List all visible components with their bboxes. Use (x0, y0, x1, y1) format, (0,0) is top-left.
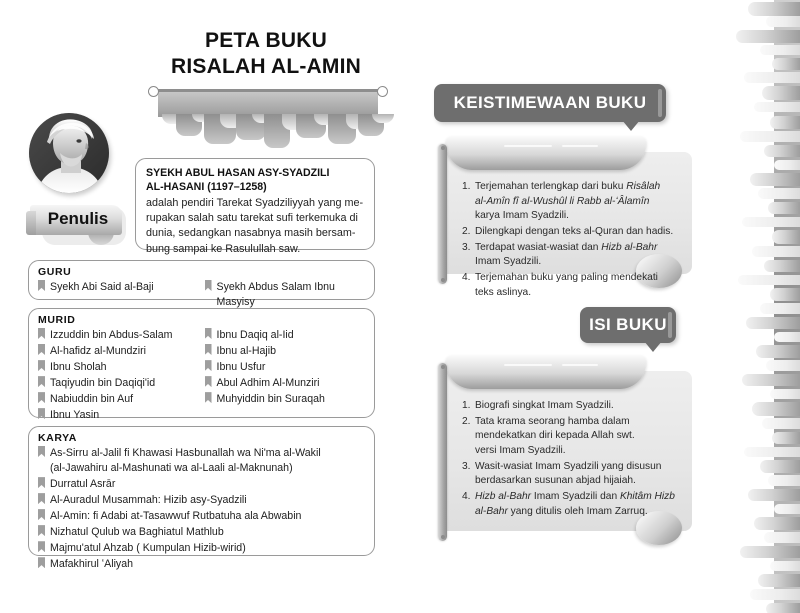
edge-bar (766, 16, 800, 27)
numbered-list-item (462, 399, 676, 414)
list-item-label: Ibnu Yasin (50, 409, 100, 422)
list-item-label: Syekh Abdus Salam Ibnu Masyisy (216, 281, 335, 309)
numbered-list-item (462, 225, 676, 240)
keistimewaan-badge-label: KEISTIMEWAAN BUKU (453, 93, 647, 112)
scroll-rod (438, 144, 447, 284)
list-item-label: Abul Adhim Al-Munziri (216, 377, 320, 390)
list-item-number: 2. (462, 226, 471, 238)
edge-bar (756, 345, 800, 358)
bookmark-bullet-icon (38, 509, 45, 520)
list-item-label: Terjemahan terlengkap dari buku Risâlah al-Amîn fî al-Wushûl li Rabb al-ʻÂlamîn karya Imam Syadzili. (475, 181, 661, 222)
edge-bar (760, 45, 800, 55)
list-item (38, 328, 199, 343)
rod-knob-right-icon (377, 86, 388, 97)
penulis-ribbon (26, 203, 130, 245)
author-name-line-2: AL-HASANI (1197–1258) (146, 181, 267, 194)
list-item-label: Mafakhirul ʻAliyah (50, 558, 134, 571)
title-line-1: PETA BUKU (205, 29, 327, 52)
edge-bar (772, 58, 800, 70)
edge-bar (770, 116, 800, 129)
edge-bar (752, 246, 800, 257)
list-item-number: 4. (462, 491, 471, 503)
bookmark-bullet-icon (205, 376, 212, 387)
list-item-label: Ibnu Usfur (216, 361, 266, 374)
keistimewaan-badge (434, 84, 666, 122)
murid-card-title: MURID (38, 314, 76, 326)
list-item-number: 1. (462, 400, 471, 411)
edge-bar (770, 389, 800, 399)
bookmark-bullet-icon (38, 477, 45, 488)
list-item-label: Izzuddin bin Abdus-Salam (50, 329, 173, 341)
list-item-label: Taqiyudin bin Daqiqi'id (50, 377, 156, 390)
list-item (205, 360, 366, 375)
isi-buku-list (462, 399, 676, 521)
edge-bar (760, 460, 800, 473)
edge-bar (764, 145, 800, 157)
list-item-label: Wasit-wasiat Imam Syadzili yang disusun berdasarkan susunan abjad hijaiah. (475, 460, 662, 487)
isi-buku-badge-label: ISI BUKU (589, 315, 667, 334)
bookmark-bullet-icon (205, 344, 212, 355)
list-item (38, 541, 365, 556)
isi-badge-edge-highlight (668, 312, 672, 338)
list-item-label: Ibnu al-Hajib (216, 345, 276, 358)
edge-bar (774, 504, 800, 514)
page-title (148, 28, 384, 79)
guru-list-column-2 (205, 280, 366, 311)
edge-bar (752, 402, 800, 416)
list-item (38, 557, 365, 572)
scroll-curl-top (446, 136, 646, 170)
drip-rod (156, 89, 380, 92)
edge-bar (774, 332, 800, 342)
avatar (29, 113, 109, 193)
numbered-list-item (462, 180, 676, 224)
guru-card (28, 260, 375, 309)
bookmark-bullet-icon (205, 328, 212, 339)
badge-edge-highlight (658, 89, 662, 117)
header-drip-ornament (148, 86, 388, 148)
ribbon-label: Penulis (47, 209, 109, 228)
bookmark-bullet-icon (38, 408, 45, 419)
numbered-list-item (462, 460, 676, 489)
guru-card-title: GURU (38, 266, 72, 278)
edge-bar (764, 532, 800, 543)
edge-bar (738, 275, 800, 285)
edge-bar (758, 574, 800, 587)
bookmark-bullet-icon (38, 376, 45, 387)
list-item-label: Majmu'atul Ahzab ( Kumpulan Hizib-wirid) (50, 542, 246, 555)
edge-bar (766, 360, 800, 371)
murid-list-column-2 (205, 328, 366, 424)
isi-scroll-curl-top (446, 355, 646, 389)
list-item (205, 328, 366, 343)
edge-bar (772, 230, 800, 244)
bookmark-bullet-icon (38, 493, 45, 504)
edge-bar (750, 173, 800, 186)
edge-bar (740, 131, 800, 142)
bookmark-bullet-icon (205, 392, 212, 403)
isi-badge-tail (644, 341, 662, 352)
isi-curl-line-1 (504, 364, 552, 366)
list-item-number: 2. (462, 415, 471, 427)
keistimewaan-list (462, 180, 676, 302)
bookmark-bullet-icon (38, 328, 45, 339)
list-item (38, 493, 365, 508)
list-item-label: Terjemahan buku yang paling mendekati teks aslinya. (475, 272, 658, 298)
bookmark-bullet-icon (38, 344, 45, 355)
bookmark-bullet-icon (38, 280, 45, 291)
list-item-number: 4. (462, 272, 471, 284)
list-item (205, 280, 366, 310)
isi-curl-line-2 (562, 364, 598, 366)
curl-line-2 (562, 145, 598, 147)
list-item-label: Al-Auradul Musammah: Hizib asy-Syadzili (50, 494, 247, 507)
list-item (38, 509, 365, 524)
list-item-label: Biografi singkat Imam Syadzili. (475, 400, 614, 411)
numbered-list-item (462, 415, 676, 459)
list-item-label: Ibnu Sholah (50, 361, 107, 374)
curl-line-1 (504, 145, 552, 147)
edge-bar (736, 30, 800, 43)
author-portrait-icon (29, 113, 109, 193)
murid-card (28, 308, 375, 422)
title-line-2: RISALAH AL-AMIN (170, 54, 362, 78)
list-item (38, 408, 199, 423)
list-item-label: Syekh Abi Said al-Baji (50, 281, 154, 293)
list-item (205, 376, 366, 391)
bookmark-bullet-icon (205, 280, 212, 291)
list-item-label: Al-Amin: fi Adabi at-Tasawwuf Rutbatuha ala Abwabin (50, 510, 302, 523)
edge-bar (760, 303, 800, 314)
keistimewaan-scroll-panel (430, 136, 692, 298)
edge-bar (762, 418, 800, 429)
list-item-label: Dilengkapi dengan teks al-Quran dan hadis. (475, 226, 674, 238)
bookmark-bullet-icon (38, 541, 45, 552)
edge-bar (744, 72, 800, 83)
author-name-line-1: SYEKH ABUL HASAN ASY-SYADZILI (146, 167, 330, 179)
edge-bar (772, 432, 800, 444)
list-item (38, 344, 199, 359)
edge-bar (750, 589, 800, 600)
bookmark-bullet-icon (38, 360, 45, 371)
edge-drip-decoration (708, 0, 800, 613)
list-item-label: Nizhatul Qulub wa Baghiatul Mathlub (50, 526, 224, 539)
edge-bar (770, 288, 800, 301)
edge-bar (758, 188, 800, 199)
author-bio-text: adalah pendiri Tarekat Syadziliyyah yang me- rupakan salah satu tarekat sufi terkemuka di dunia, sedangkan nasabnya masih bersam- bung sampai ke Rasulullah saw. (146, 196, 364, 255)
list-item-label: Terdapat wasiat-wasiat dan Hizb al-Bahr Imam Syadzili. (475, 241, 658, 268)
list-item (38, 360, 199, 375)
list-item-number: 3. (462, 460, 471, 472)
list-item (38, 446, 365, 476)
numbered-list-item (462, 241, 676, 270)
edge-bar (774, 160, 800, 170)
list-item (205, 344, 366, 359)
murid-list-column-1 (38, 328, 199, 424)
karya-card (28, 426, 375, 571)
list-item-label: Durratul Asrār (50, 478, 116, 491)
list-item-label: Al-hafidz al-Mundziri (50, 345, 146, 358)
list-item (205, 392, 366, 407)
bookmark-bullet-icon (38, 557, 45, 568)
bookmark-bullet-icon (205, 360, 212, 371)
edge-bar (740, 546, 800, 558)
edge-bar (754, 517, 800, 530)
bookmark-bullet-icon (38, 446, 45, 457)
rod-knob-left-icon (148, 86, 159, 97)
edge-bar (762, 86, 800, 100)
list-item (38, 280, 199, 295)
list-item-number: 3. (462, 241, 471, 253)
edge-bar (770, 561, 800, 571)
author-bio-card (135, 158, 375, 255)
list-item-label: Muhyiddin bin Suraqah (216, 393, 325, 406)
edge-bar (766, 603, 800, 613)
list-item-number: 1. (462, 181, 471, 192)
drip-drop (372, 114, 394, 123)
karya-list (38, 446, 365, 572)
numbered-list-item (462, 490, 676, 519)
bookmark-bullet-icon (38, 525, 45, 536)
list-item-label: As-Sirru al-Jalil fi Khawasi Hasbunallah wa Ni'ma al-Wakil (al-Jawahiru al-Mashunati wa al-Laali al-Maknunah) (50, 447, 321, 475)
edge-bar (768, 202, 800, 214)
list-item (38, 376, 199, 391)
isi-buku-scroll-panel (430, 355, 692, 545)
badge-tail (622, 120, 640, 131)
numbered-list-item (462, 271, 676, 300)
list-item (38, 525, 365, 540)
bookmark-bullet-icon (38, 392, 45, 403)
edge-bar (742, 374, 800, 386)
edge-bar (768, 475, 800, 486)
isi-buku-badge (580, 307, 676, 343)
guru-list-column-1 (38, 280, 199, 311)
edge-bar (746, 317, 800, 329)
list-item (38, 392, 199, 407)
edge-bar (742, 217, 800, 227)
list-item-label: Ibnu Daqiq al-Iid (216, 329, 294, 341)
edge-bar (754, 102, 800, 112)
isi-scroll-rod (438, 363, 447, 541)
list-item-label: Nabiuddin bin Auf (50, 393, 134, 406)
edge-bar (748, 489, 800, 501)
list-item-label: Tata krama seorang hamba dalam mendekatkan diri kepada Allah swt. versi Imam Syadzili. (475, 415, 635, 457)
edge-base-strip (774, 0, 800, 613)
list-item (38, 477, 365, 492)
karya-card-title: KARYA (38, 432, 77, 444)
edge-bar (748, 2, 800, 16)
edge-bar (764, 260, 800, 272)
edge-bar (744, 447, 800, 457)
list-item-label: Hizb al-Bahr Imam Syadzili dan Khitâm Hizb al-Bahr yang ditulis oleh Imam Zarruq. (475, 491, 675, 517)
